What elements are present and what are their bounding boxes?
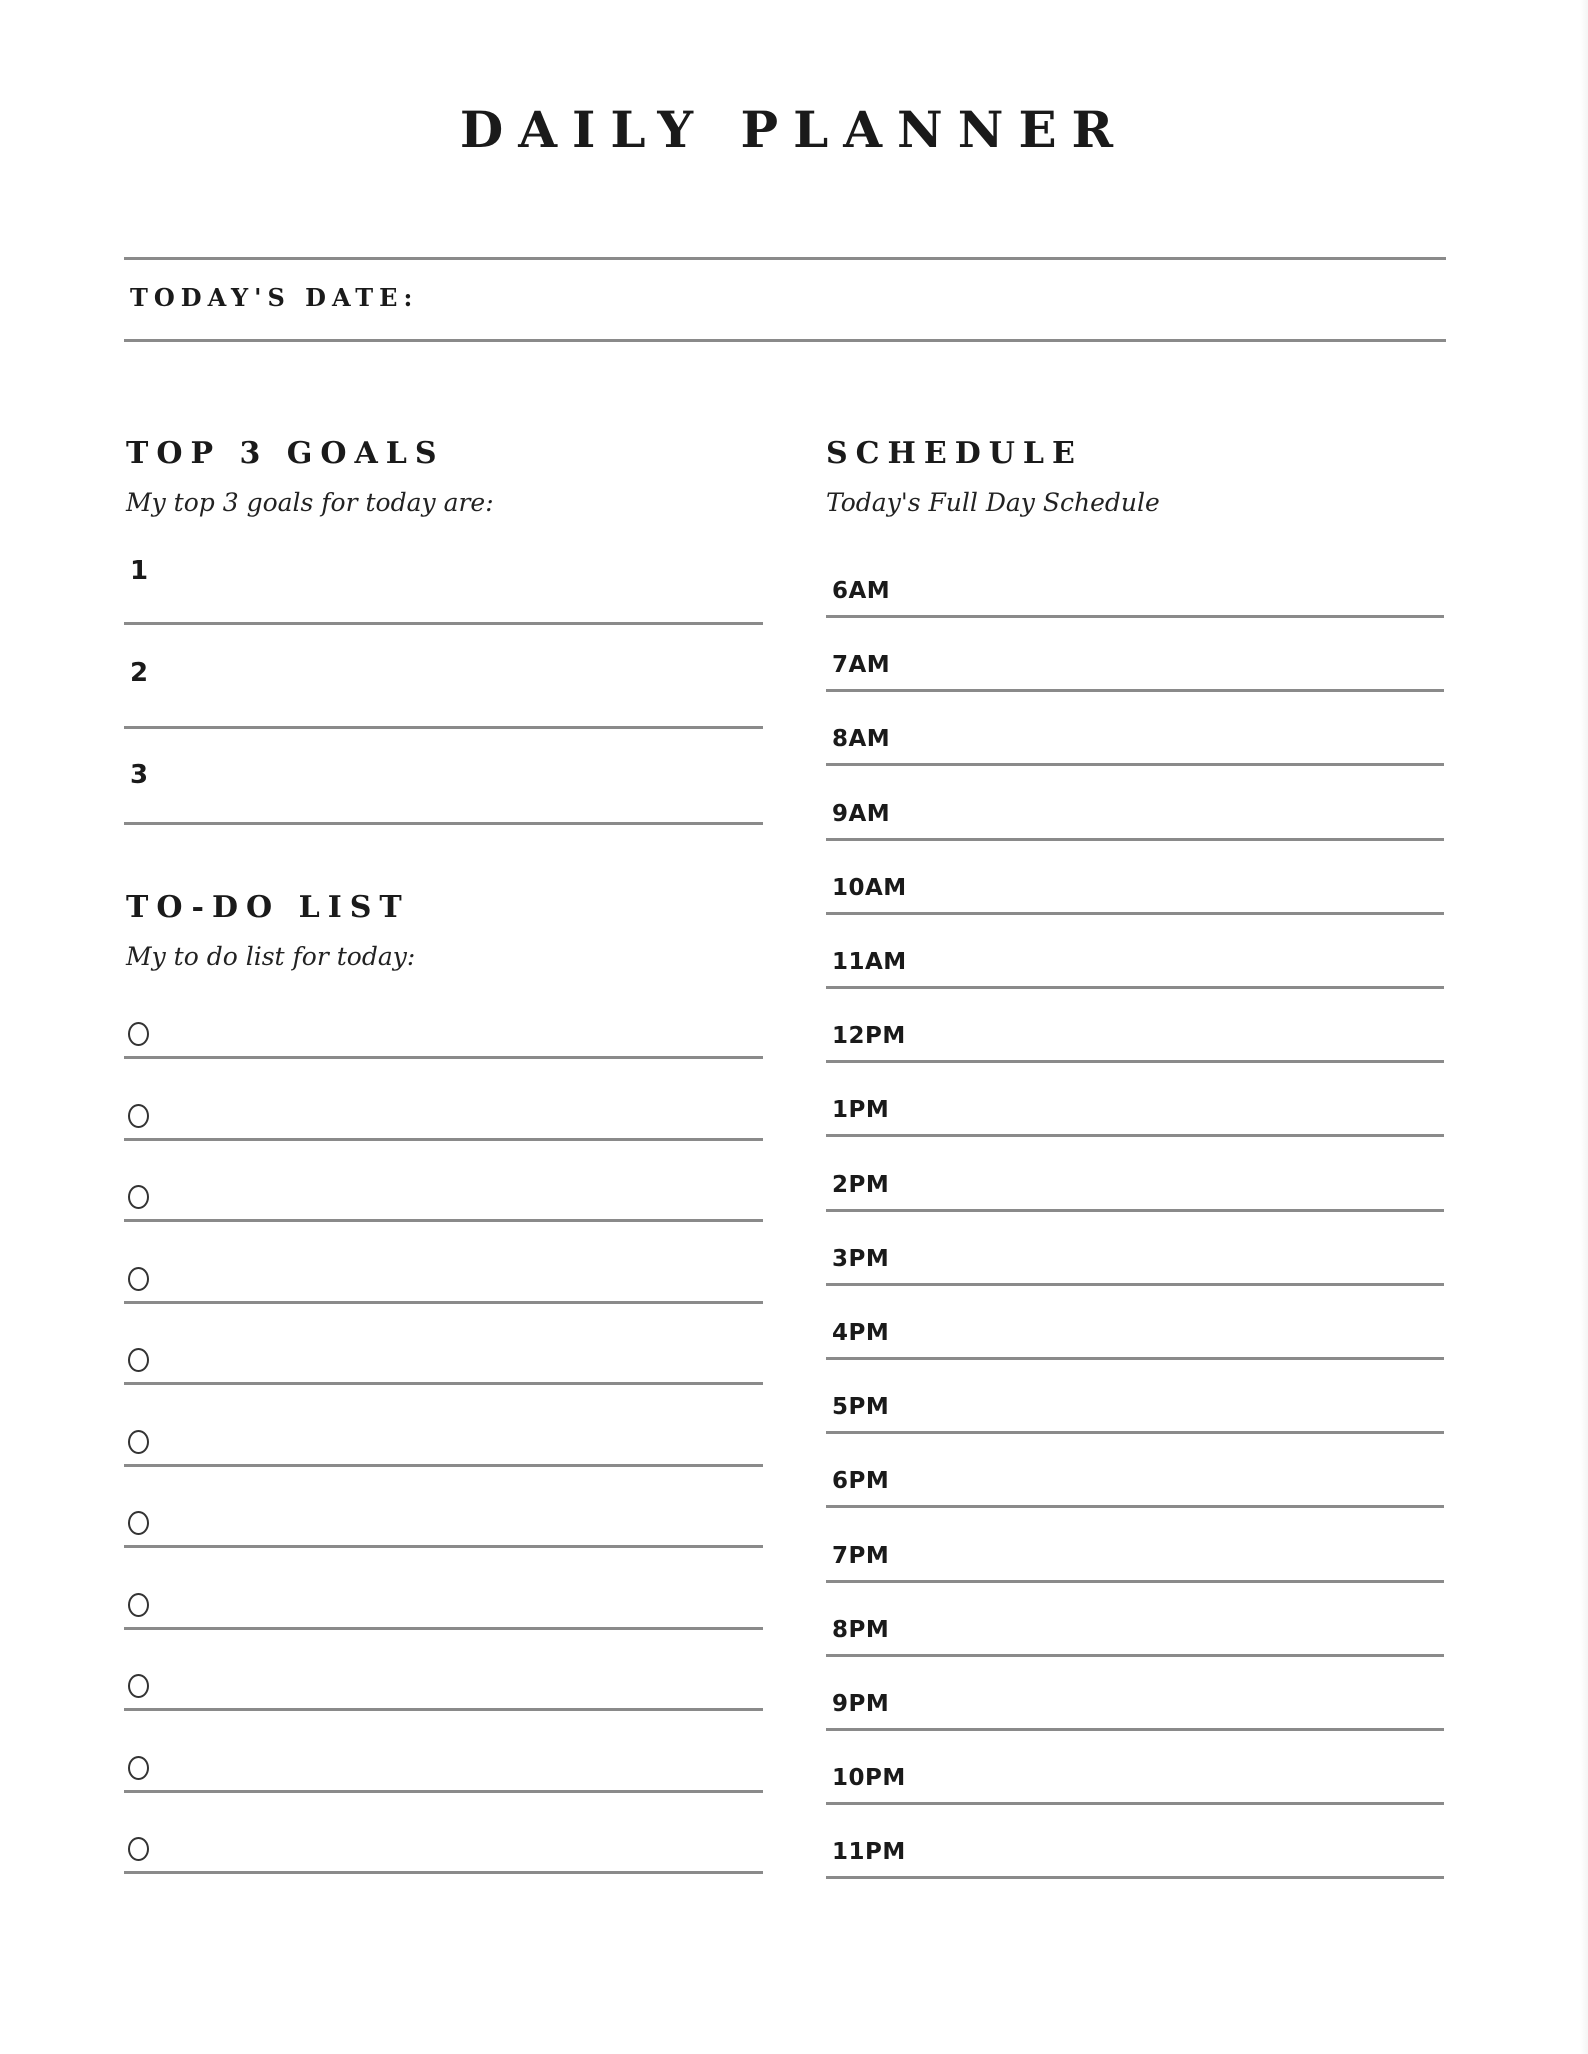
- todo-checkbox[interactable]: [128, 1511, 149, 1535]
- time-label: 7AM: [832, 652, 891, 678]
- page-title: DAILY PLANNER: [459, 100, 1129, 159]
- todo-checkbox[interactable]: [128, 1267, 149, 1291]
- schedule-line[interactable]: [826, 763, 1444, 766]
- time-label: 10AM: [832, 875, 907, 901]
- todo-checkbox[interactable]: [128, 1593, 149, 1617]
- schedule-line[interactable]: [826, 1431, 1444, 1434]
- schedule-line[interactable]: [826, 1134, 1444, 1137]
- time-label: 4PM: [832, 1320, 890, 1346]
- schedule-line[interactable]: [826, 689, 1444, 692]
- todo-line[interactable]: [124, 1219, 763, 1222]
- todo-checkbox[interactable]: [128, 1674, 149, 1698]
- time-label: 6AM: [832, 578, 891, 604]
- todo-checkbox[interactable]: [128, 1185, 149, 1209]
- date-bottom-rule: [124, 339, 1446, 342]
- todo-checkbox[interactable]: [128, 1348, 149, 1372]
- time-label: 1PM: [832, 1097, 890, 1123]
- schedule-line[interactable]: [826, 615, 1444, 618]
- todo-line[interactable]: [124, 1301, 763, 1304]
- todo-line[interactable]: [124, 1627, 763, 1630]
- schedule-line[interactable]: [826, 912, 1444, 915]
- goal-number-2: 2: [130, 658, 149, 688]
- time-label: 12PM: [832, 1023, 906, 1049]
- schedule-heading: SCHEDULE: [826, 436, 1083, 471]
- todo-checkbox[interactable]: [128, 1430, 149, 1454]
- todo-line[interactable]: [124, 1464, 763, 1467]
- time-label: 6PM: [832, 1468, 890, 1494]
- schedule-line[interactable]: [826, 1060, 1444, 1063]
- todo-line[interactable]: [124, 1790, 763, 1793]
- time-label: 5PM: [832, 1394, 890, 1420]
- schedule-subtitle: Today's Full Day Schedule: [826, 488, 1160, 517]
- schedule-line[interactable]: [826, 1728, 1444, 1731]
- schedule-line[interactable]: [826, 1802, 1444, 1805]
- page-edge: [1580, 0, 1588, 2054]
- goals-subtitle: My top 3 goals for today are:: [126, 488, 494, 517]
- time-label: 9AM: [832, 801, 891, 827]
- goal-number-3: 3: [130, 760, 149, 790]
- time-label: 9PM: [832, 1691, 890, 1717]
- schedule-line[interactable]: [826, 1654, 1444, 1657]
- schedule-line[interactable]: [826, 1357, 1444, 1360]
- todo-line[interactable]: [124, 1871, 763, 1874]
- schedule-line[interactable]: [826, 1283, 1444, 1286]
- date-top-rule: [124, 257, 1446, 260]
- todo-line[interactable]: [124, 1382, 763, 1385]
- todo-heading: TO-DO LIST: [126, 890, 410, 925]
- schedule-line[interactable]: [826, 1209, 1444, 1212]
- goal-line-2[interactable]: [124, 726, 763, 729]
- time-label: 8AM: [832, 726, 891, 752]
- todo-line[interactable]: [124, 1545, 763, 1548]
- time-label: 11PM: [832, 1839, 906, 1865]
- todo-subtitle: My to do list for today:: [126, 942, 416, 971]
- date-label: TODAY'S DATE:: [130, 283, 419, 312]
- schedule-line[interactable]: [826, 1876, 1444, 1879]
- time-label: 11AM: [832, 949, 907, 975]
- todo-line[interactable]: [124, 1138, 763, 1141]
- todo-checkbox[interactable]: [128, 1756, 149, 1780]
- todo-checkbox[interactable]: [128, 1837, 149, 1861]
- schedule-line[interactable]: [826, 838, 1444, 841]
- goal-line-3[interactable]: [124, 822, 763, 825]
- time-label: 10PM: [832, 1765, 906, 1791]
- time-label: 7PM: [832, 1543, 890, 1569]
- todo-line[interactable]: [124, 1708, 763, 1711]
- time-label: 2PM: [832, 1172, 890, 1198]
- schedule-line[interactable]: [826, 1580, 1444, 1583]
- schedule-line[interactable]: [826, 986, 1444, 989]
- schedule-line[interactable]: [826, 1505, 1444, 1508]
- todo-line[interactable]: [124, 1056, 763, 1059]
- todo-checkbox[interactable]: [128, 1022, 149, 1046]
- time-label: 3PM: [832, 1246, 890, 1272]
- todo-checkbox[interactable]: [128, 1104, 149, 1128]
- goal-line-1[interactable]: [124, 622, 763, 625]
- goal-number-1: 1: [130, 556, 149, 586]
- time-label: 8PM: [832, 1617, 890, 1643]
- goals-heading: TOP 3 GOALS: [126, 436, 445, 471]
